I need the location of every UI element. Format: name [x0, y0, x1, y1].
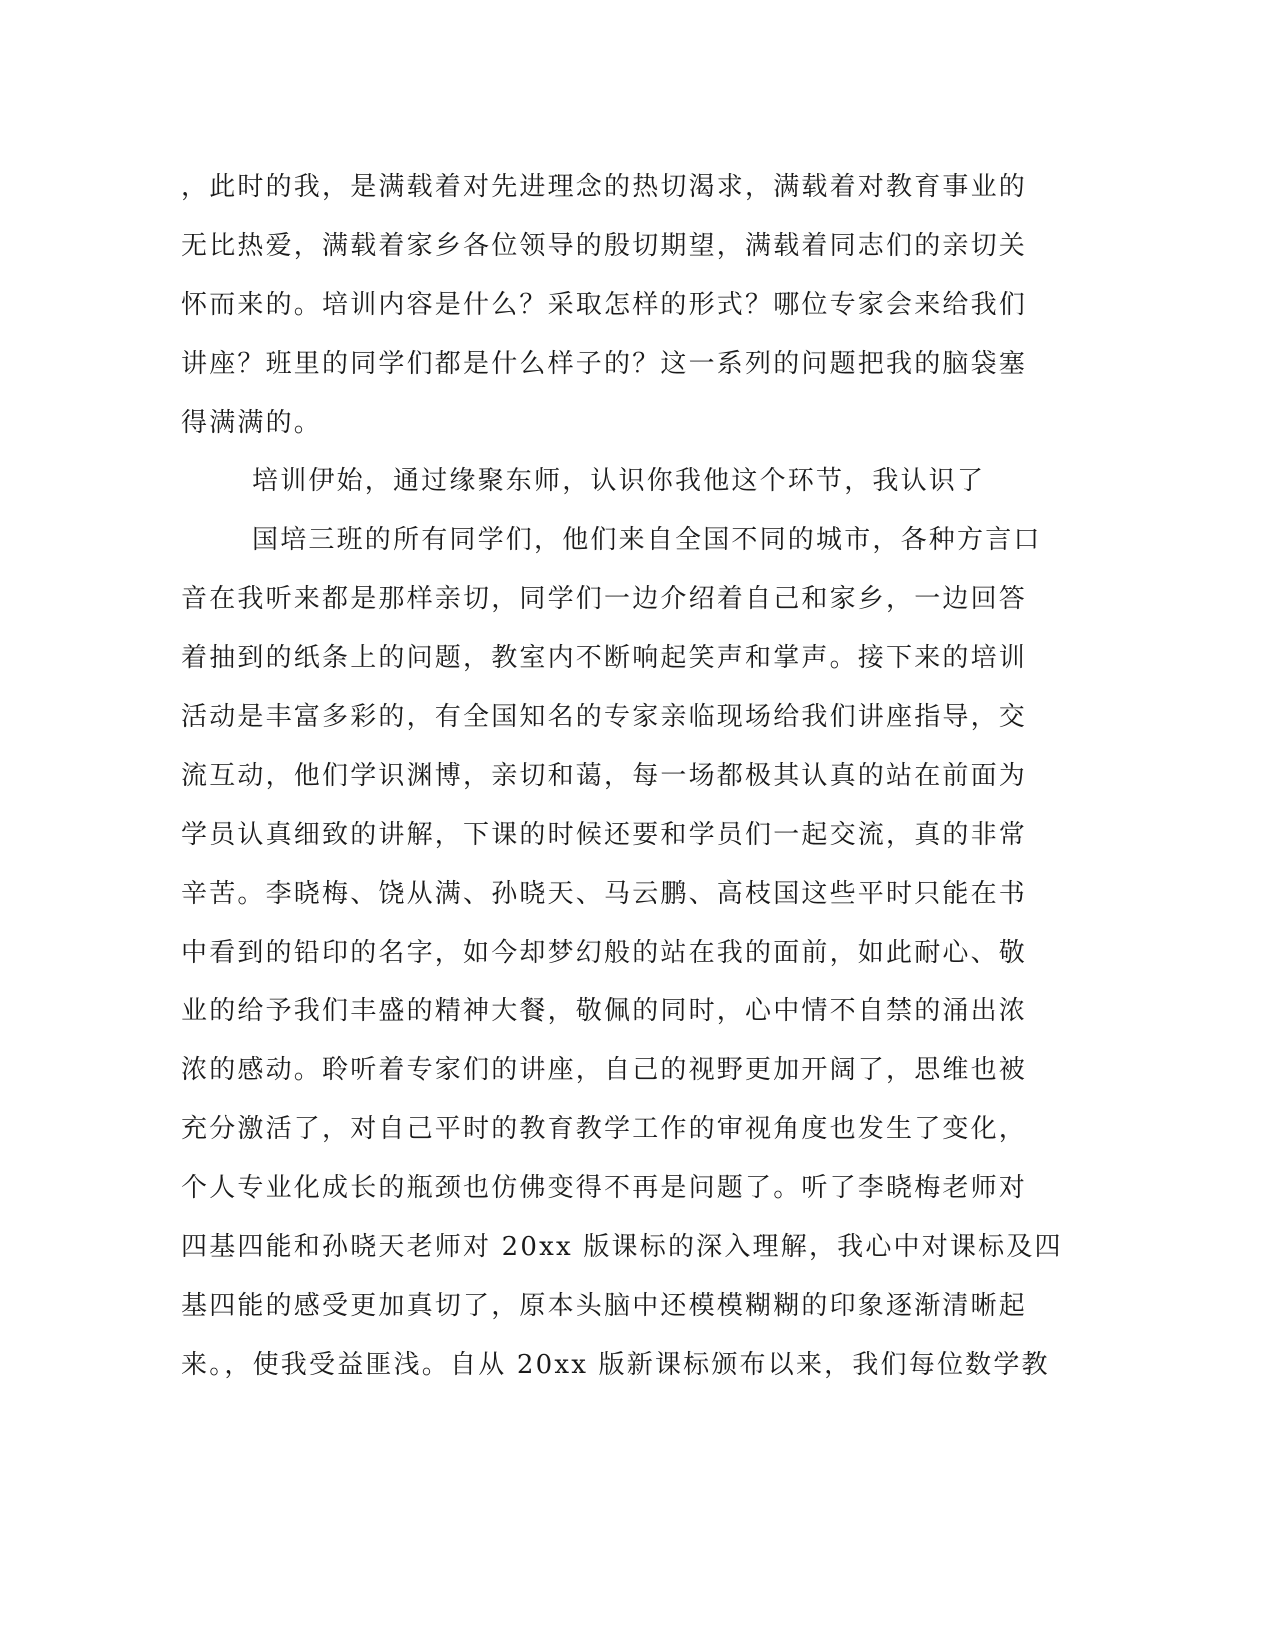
text-line: 无比热爱，满载着家乡各位领导的殷切期望，满载着同志们的亲切关 [181, 230, 1028, 261]
text-line: 活动是丰富多彩的，有全国知名的专家亲临现场给我们讲座指导，交 [181, 702, 1028, 733]
text-line: 个人专业化成长的瓶颈也仿佛变得不再是问题了。听了李晓梅老师对 [181, 1173, 1028, 1204]
text-line: 浓的感动。聆听着专家们的讲座，自己的视野更加开阔了，思维也被 [181, 1055, 1028, 1086]
text-line: 着抽到的纸条上的问题，教室内不断响起笑声和掌声。接下来的培训 [181, 643, 1028, 674]
text-line: 业的给予我们丰盛的精神大餐，敬佩的同时，心中情不自禁的涌出浓 [181, 996, 1028, 1027]
text-line: 中看到的铅印的名字，如今却梦幻般的站在我的面前，如此耐心、敬 [181, 937, 1028, 968]
text-line: 怀而来的。培训内容是什么？采取怎样的形式？哪位专家会来给我们 [181, 289, 1028, 320]
text-line: 讲座？班里的同学们都是什么样子的？这一系列的问题把我的脑袋塞 [181, 348, 1028, 379]
body-text [181, 158, 1063, 1395]
paragraph-start-line: 国培三班的所有同学们，他们来自全国不同的城市，各种方言口 [252, 525, 1042, 556]
text-line: 音在我听来都是那样亲切，同学们一边介绍着自己和家乡，一边回答 [181, 584, 1028, 615]
text-line: 充分激活了，对自己平时的教育教学工作的审视角度也发生了变化， [181, 1114, 1028, 1145]
text-line: 四基四能和孙晓天老师对 20xx 版课标的深入理解，我心中对课标及四 [181, 1232, 1063, 1263]
paragraph-start-line: 培训伊始，通过缘聚东师，认识你我他这个环节，我认识了 [252, 466, 986, 497]
text-line: 学员认真细致的讲解，下课的时候还要和学员们一起交流，真的非常 [181, 819, 1028, 850]
text-line: 辛苦。李晓梅、饶从满、孙晓天、马云鹏、高枝国这些平时只能在书 [181, 878, 1028, 909]
text-line: 流互动，他们学识渊博，亲切和蔼，每一场都极其认真的站在前面为 [181, 760, 1028, 791]
text-line: 来。，使我受益匪浅。自从 20xx 版新课标颁布以来，我们每位数学教 [181, 1349, 1050, 1380]
text-line: 基四能的感受更加真切了，原本头脑中还模模糊糊的印象逐渐清晰起 [181, 1290, 1028, 1321]
text-line: ，此时的我，是满载着对先进理念的热切渴求，满载着对教育事业的 [181, 172, 1028, 202]
text-line: 得满满的。 [181, 407, 323, 438]
